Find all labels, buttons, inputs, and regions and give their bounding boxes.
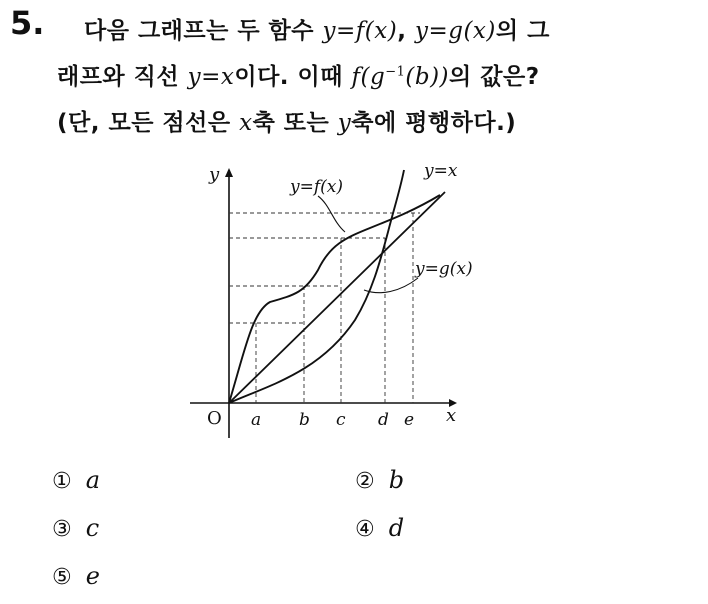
q2-math-sup: −1 — [385, 64, 406, 80]
label-g: y=g(x) — [415, 259, 473, 279]
q1-math-g: y=g(x) — [414, 18, 496, 44]
q3-math-y: y — [337, 110, 352, 136]
q2-text-3: 의 값은? — [449, 64, 540, 90]
choice-3[interactable] — [52, 514, 99, 542]
q1-text-3: 의 그 — [495, 18, 550, 44]
q2-math-yx: y=x — [187, 64, 235, 90]
q3-text-2: 축 또는 — [252, 110, 338, 136]
label-f: y=f(x) — [290, 177, 343, 197]
q3-text-1: (단, 모든 점선은 — [57, 110, 240, 136]
q1-text-1: 다음 그래프는 두 함수 — [84, 18, 323, 44]
choice-1-value: a — [85, 466, 101, 494]
q2-math-fg: f(g — [351, 64, 386, 90]
origin-label: O — [207, 408, 222, 429]
q3-math-x: x — [239, 110, 253, 136]
tick-c: c — [336, 410, 346, 430]
axis-label-x: x — [446, 405, 457, 426]
choice-3-number: ③ — [52, 517, 72, 542]
q1-text-2: , — [397, 18, 415, 44]
q2-text-2: 이다. 이때 — [234, 64, 352, 90]
choice-2-value: b — [388, 466, 405, 494]
tick-d: d — [378, 410, 389, 430]
q3-text-3: 축에 평행하다.) — [351, 110, 517, 136]
axis-label-y: y — [209, 164, 220, 185]
q2-text-1: 래프와 직선 — [57, 64, 188, 90]
pointer-f — [318, 196, 345, 232]
choice-4-number: ④ — [355, 517, 375, 542]
choice-4-value: d — [388, 514, 405, 542]
choice-5-value: e — [85, 562, 100, 590]
choice-2-number: ② — [355, 469, 375, 494]
q1-math-f: y=f(x) — [322, 18, 398, 44]
curve-g — [229, 170, 404, 403]
choice-2[interactable] — [355, 466, 404, 494]
choice-1-number: ① — [52, 469, 72, 494]
choice-3-value: c — [85, 514, 100, 542]
choice-1[interactable] — [52, 466, 100, 494]
question-number: 5. — [10, 4, 45, 42]
tick-e: e — [404, 410, 415, 430]
choice-4[interactable] — [355, 514, 404, 542]
choice-5-number: ⑤ — [52, 565, 72, 590]
tick-a: a — [251, 410, 262, 430]
tick-b: b — [299, 410, 310, 430]
choice-5[interactable] — [52, 562, 100, 590]
q2-math-b: (b)) — [405, 64, 450, 90]
y-axis-arrow — [225, 168, 233, 177]
label-identity: y=x — [424, 161, 458, 181]
